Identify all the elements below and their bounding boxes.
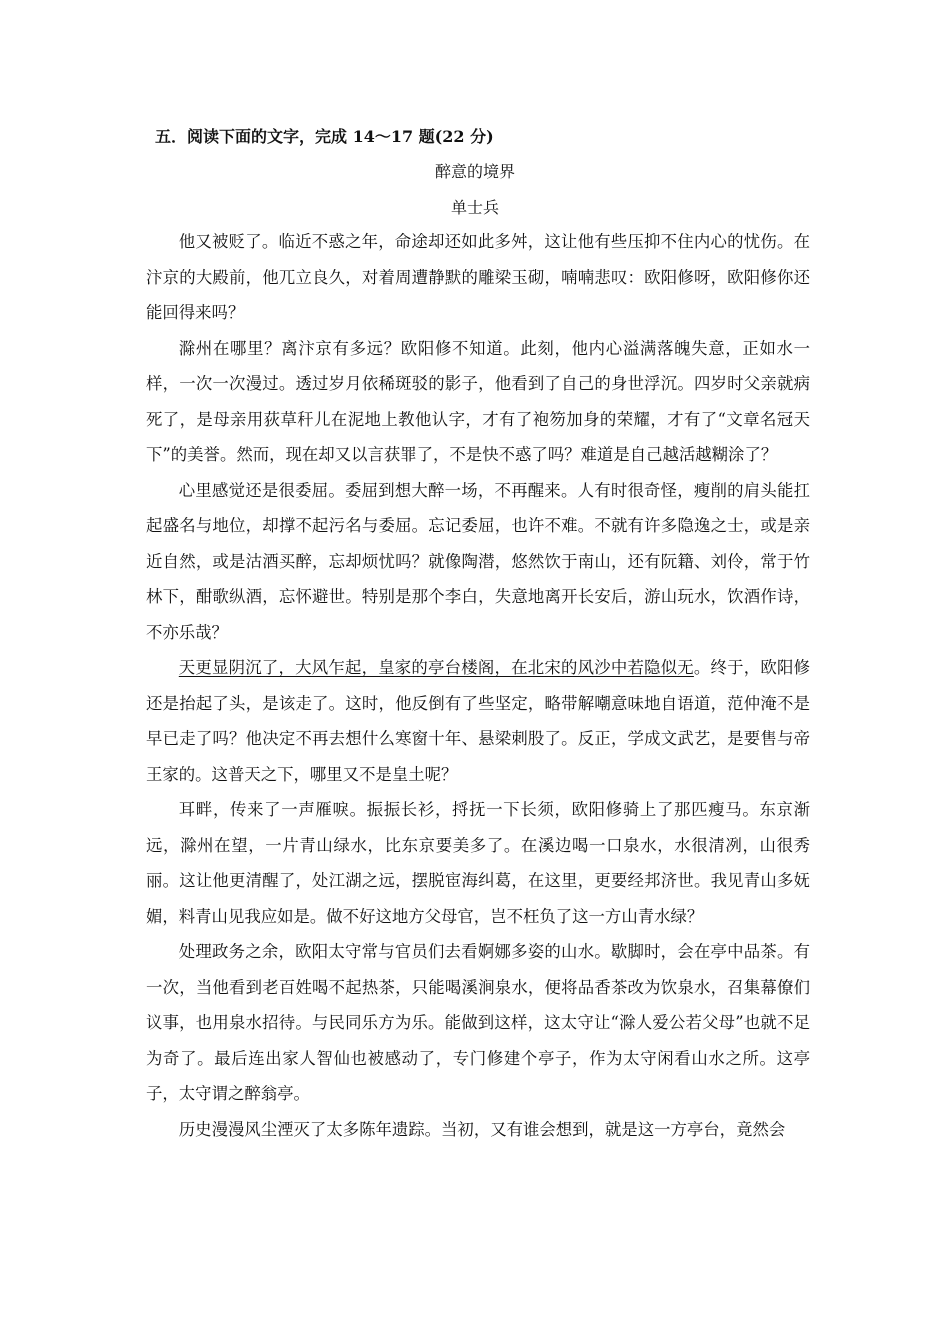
paragraph-text: 。终于，欧阳修还是抬起了头，是该走了。这时，他反倒有了些坚定，略带解嘲意味地自语道，范仲淹不是早已走了吗？他决定不再去想什么寒窗十年、悬梁刺股了。反正，学成文武艺，是要售与帝王家的。这普天之下，哪里又不是皇土呢？	[146, 658, 811, 784]
paragraph-4	[146, 650, 810, 792]
paragraph-text: 处理政务之余，欧阳太守常与官员们去看婀娜多姿的山水。歇脚时，会在亭中品茶。有一次，当他看到老百姓喝不起热茶，只能喝溪涧泉水，便将品香茶改为饮泉水，召集幕僚们议事，也用泉水招待。与民同乐方为乐。能做到这样，这太守让“滁人爱公若父母”也就不足为奇了。最后连出家人智仙也被感动了，专门修建个亭子，作为太守闲看山水之所。这亭子，太守谓之醉翁亭。	[146, 942, 810, 1103]
paragraph-1	[146, 224, 810, 331]
paragraph-5	[146, 792, 810, 934]
paragraph-7	[146, 1112, 810, 1148]
article-author: 单士兵	[450, 198, 499, 217]
paragraph-2	[146, 331, 810, 473]
section-heading: 五．阅读下面的文字，完成 14～17 题(22 分)	[155, 127, 494, 146]
article-title: 醉意的境界	[434, 162, 515, 181]
paragraph-text: 心里感觉还是很委屈。委屈到想大醉一场，不再醒来。人有时很奇怪，瘦削的肩头能扛起盛名与地位，却撑不起污名与委屈。忘记委屈，也许不难。不就有许多隐逸之士，或是亲近自然，或是沽酒买醉，忘却烦忧吗？就像陶潜，悠然饮于南山，还有阮籍、刘伶，常于竹林下，酣歌纵酒，忘怀避世。特别是那个李白，失意地离开长安后，游山玩水，饮酒作诗，不亦乐哉？	[146, 480, 810, 642]
paragraph-text: 耳畔，传来了一声雁唳。振振长衫，捋抚一下长须，欧阳修骑上了那匹瘦马。东京渐远，滁州在望，一片青山绿水，比东京要美多了。在溪边喝一口泉水，水很清冽，山很秀丽。这让他更清醒了，处江湖之远，摆脱宦海纠葛，在这里，更要经邦济世。我见青山多妩媚，料青山见我应如是。做不好这地方父母官，岂不枉负了这一方山青水绿？	[146, 800, 810, 926]
paragraph-6	[146, 934, 810, 1112]
underlined-sentence: 天更显阴沉了，大风乍起，皇家的亭台楼阁，在北宋的风沙中若隐似无	[178, 658, 694, 677]
paragraph-3	[146, 473, 810, 651]
paragraph-text: 历史漫漫风尘湮灭了太多陈年遗踪。当初，又有谁会想到，就是这一方亭台，竟然会	[178, 1119, 786, 1139]
paragraph-text: 他又被贬了。临近不惑之年，命途却还如此多舛，这让他有些压抑不住内心的忧伤。在汴京的大殿前，他兀立良久，对着周遭静默的雕梁玉砌，喃喃悲叹：欧阳修呀，欧阳修你还能回得来吗？	[146, 232, 810, 322]
article-body	[146, 224, 810, 1147]
paragraph-text: 滁州在哪里？离汴京有多远？欧阳修不知道。此刻，他内心溢满落魄失意，正如水一样，一次一次漫过。透过岁月依稀斑驳的影子，他看到了自己的身世浮沉。四岁时父亲就病死了，是母亲用荻草秆儿在泥地上教他认字，才有了袍笏加身的荣耀，才有了“文章名冠天下”的美誉。然而，现在却又以言获罪了，不是快不惑了吗？难道是自己越活越糊涂了？	[146, 338, 810, 464]
